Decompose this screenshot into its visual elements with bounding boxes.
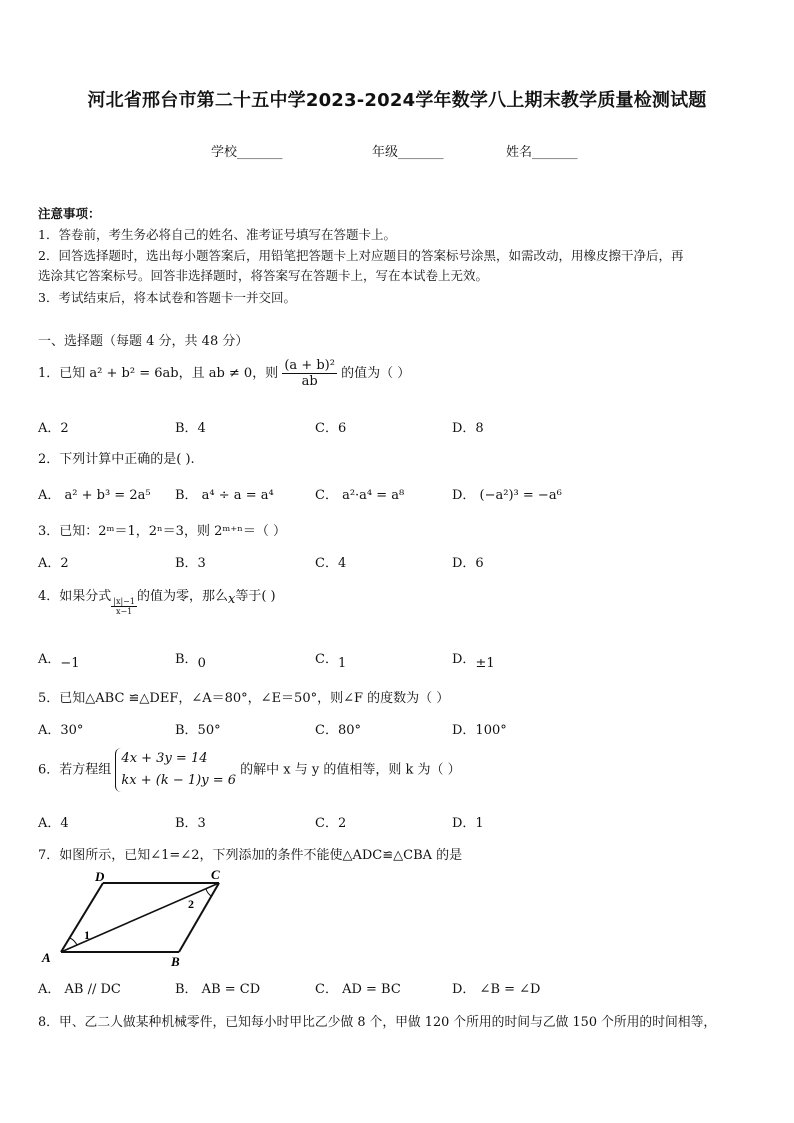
q4-suffix: 的值为零，那么 — [136, 589, 228, 604]
q3-option-a: A．2 — [38, 556, 69, 571]
q2-option-b: B． a⁴ ÷ a = a⁴ — [175, 488, 274, 503]
q4-option-c — [315, 648, 347, 671]
question-6 — [38, 748, 461, 792]
q1-frac-numerator: (a + b)² — [284, 358, 335, 373]
section-heading: 一、选择题（每题 4 分，共 48 分） — [38, 334, 249, 349]
q6-option-d: D．1 — [452, 816, 484, 831]
notice-item: 3．考试结束后，将本试卷和答题卡一并交回。 — [38, 290, 296, 305]
q3-option-b: B．3 — [175, 556, 206, 571]
grade-field: 年级_______ — [372, 145, 444, 160]
label-a: A — [42, 950, 51, 965]
q3-option-d: D．6 — [452, 556, 484, 571]
q1-frac-denominator: ab — [301, 374, 318, 389]
q4-frac-numerator: |x|−1 — [113, 597, 135, 606]
q6-option-b: B．3 — [175, 816, 206, 831]
q6-equation-system — [115, 748, 236, 792]
label-c: C — [211, 867, 220, 882]
notice-heading: 注意事项： — [38, 206, 101, 221]
q1-option-a: A．2 — [38, 421, 69, 436]
q4-option-letter: C． — [315, 652, 338, 667]
q1-option-b: B．4 — [175, 421, 206, 436]
question-7: 7．如图所示，已知∠1=∠2，下列添加的条件不能使△ADC≌△CBA 的是 — [38, 848, 463, 863]
q1-prefix: 1．已知 — [38, 366, 86, 381]
q6-suffix: 的解中 x 与 y 的值相等，则 k 为（ ） — [240, 762, 461, 778]
q7-option-b: B． AB = CD — [175, 982, 261, 997]
q1-fraction — [282, 358, 337, 389]
angle-1-arc — [70, 938, 77, 945]
parallelogram-figure — [40, 866, 240, 966]
q6-option-a: A．4 — [38, 816, 69, 831]
q4-frac-denominator: x−1 — [115, 607, 133, 616]
q4-option-value: ±1 — [475, 656, 495, 671]
q5-option-d: D．100° — [452, 723, 507, 738]
q4-prefix: 4．如果分式 — [38, 589, 112, 604]
q6-equation-2: kx + (k − 1)y = 6 — [121, 773, 237, 788]
notice-item: 1．答卷前，考生务必将自己的姓名、准考证号填写在答题卡上。 — [38, 227, 396, 242]
q4-option-letter: A． — [38, 652, 61, 667]
q4-option-b — [175, 648, 206, 671]
name-field: 姓名_______ — [506, 145, 578, 160]
q2-option-a: A． a² + b³ = 2a⁵ — [38, 488, 151, 503]
q3-option-c: C．4 — [315, 556, 347, 571]
q7-option-d: D． ∠B = ∠D — [452, 982, 541, 997]
q4-suffix2: 等于( ) — [235, 589, 276, 604]
question-3: 3．已知：2ᵐ＝1，2ⁿ＝3，则 2ᵐ⁺ⁿ＝（ ） — [38, 524, 286, 539]
q2-option-d: D． (−a²)³ = −a⁶ — [452, 488, 562, 503]
q1-suffix: 的值为（ ） — [341, 366, 411, 381]
question-2: 2．下列计算中正确的是( ). — [38, 452, 195, 467]
q1-option-d: D．8 — [452, 421, 484, 436]
q4-variable: x — [228, 592, 236, 607]
q7-option-a: A． AB // DC — [38, 982, 121, 997]
page-title: 河北省邢台市第二十五中学2023-2024学年数学八上期末教学质量检测试题 — [87, 90, 707, 111]
q1-option-c: C．6 — [315, 421, 347, 436]
q2-option-c: C． a²·a⁴ = a⁸ — [315, 488, 405, 503]
q6-equation-1: 4x + 3y = 14 — [121, 751, 208, 766]
segment-bc — [179, 883, 219, 952]
q4-option-value: 1 — [337, 656, 347, 671]
q5-option-b: B．50° — [175, 723, 221, 738]
question-4 — [38, 585, 276, 616]
notice-item: 选涂其它答案标号。回答非选择题时，将答案写在答题卡上，写在本试卷上无效。 — [38, 268, 489, 283]
question-8: 8．甲、乙二人做某种机械零件，已知每小时甲比乙少做 8 个，甲做 120 个所用的时间与乙做 150 个所用的时间相等， — [38, 1015, 717, 1030]
q7-option-c: C． AD = BC — [315, 982, 401, 997]
notice-item: 2．回答选择题时，选出每小题答案后，用铅笔把答题卡上对应题目的答案标号涂黑，如需改动，用橡皮擦干净后，再 — [38, 248, 684, 263]
q5-option-a: A．30° — [38, 723, 84, 738]
q4-option-value: −1 — [60, 656, 80, 671]
q4-option-value: 0 — [197, 656, 206, 671]
q4-option-letter: B． — [175, 652, 198, 667]
q4-fraction — [111, 597, 137, 616]
question-5: 5．已知△ABC ≌△DEF，∠A＝80°，∠E＝50°，则∠F 的度数为（ ） — [38, 691, 450, 706]
question-1 — [38, 358, 410, 389]
angle-2-arc — [206, 889, 211, 896]
q1-condition: a² + b² = 6ab，且 ab ≠ 0，则 — [89, 366, 279, 381]
q5-option-c: C．80° — [315, 723, 361, 738]
q6-option-c: C．2 — [315, 816, 347, 831]
label-b: B — [171, 954, 180, 966]
label-angle-1: 1 — [84, 928, 90, 942]
q4-option-a — [38, 648, 80, 671]
label-d: D — [95, 869, 105, 884]
label-angle-2: 2 — [188, 897, 194, 911]
q4-option-d — [452, 648, 495, 671]
school-field: 学校_______ — [211, 145, 283, 160]
q4-option-letter: D． — [452, 652, 476, 667]
segment-ad — [61, 883, 103, 952]
q6-prefix: 6．若方程组 — [38, 762, 112, 778]
